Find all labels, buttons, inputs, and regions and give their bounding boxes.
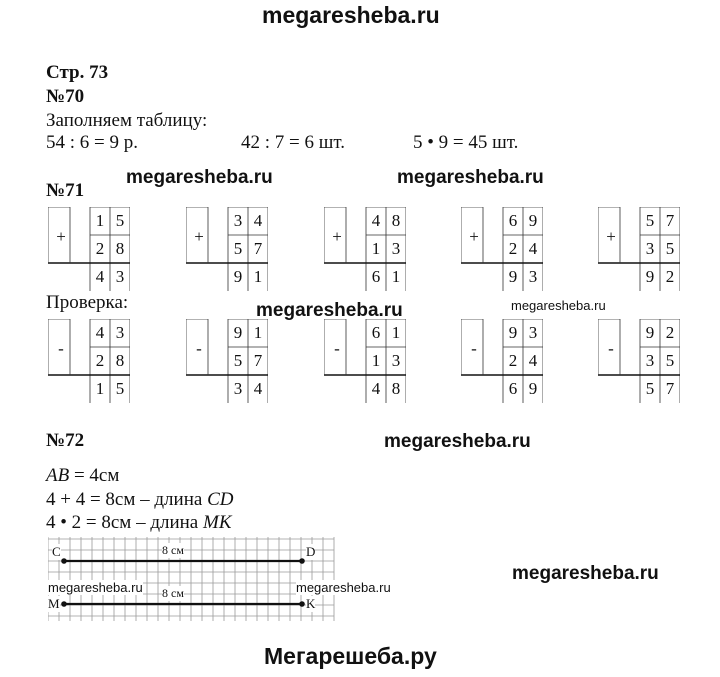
addition-digit-top: 6: [508, 211, 518, 230]
subtraction-digit-second: 4: [528, 351, 538, 370]
subtraction-digit-result: 8: [391, 379, 401, 398]
addition-sign: +: [469, 227, 479, 246]
addition-digit-second: 4: [528, 239, 538, 258]
cd-expression: 4 + 4 = 8см – длина: [46, 489, 208, 510]
point-c: [61, 558, 67, 564]
addition-digit-top: 4: [253, 211, 263, 230]
watermark-bottom: Мегарешеба.ру: [264, 643, 437, 669]
addition-sign: +: [332, 227, 342, 246]
point-d: [299, 558, 305, 564]
addition-table: [324, 207, 406, 291]
subtraction-table: [461, 319, 543, 403]
addition-digit-second: 2: [508, 239, 518, 258]
task70-intro: Заполняем таблицу:: [46, 110, 208, 131]
addition-digit-result: 2: [665, 267, 675, 286]
task72-line-mk: [46, 512, 232, 534]
watermark-inline: megaresheba.ru: [126, 167, 273, 188]
label-c: C: [52, 544, 61, 559]
point-m: [61, 601, 67, 607]
check-label: Проверка:: [46, 292, 129, 313]
addition-digit-result: 4: [95, 267, 105, 286]
watermark-inline: megaresheba.ru: [256, 300, 403, 321]
label-mk-length: 8 см: [162, 586, 184, 600]
subtraction-digit-top: 6: [371, 323, 381, 342]
addition-table: [48, 207, 130, 291]
subtraction-digit-result: 5: [645, 379, 655, 398]
subtraction-table: [186, 319, 268, 403]
addition-digit-second: 3: [391, 239, 401, 258]
page-label: Стр. 73: [46, 62, 109, 83]
task70-equation-2: 42 : 7 = 6 шт.: [241, 132, 345, 153]
watermark-inline: megaresheba.ru: [512, 563, 659, 584]
addition-digit-result: 3: [528, 267, 538, 286]
task72-line-ab: [46, 465, 119, 487]
addition-digit-result: 3: [115, 267, 125, 286]
watermark-inline: megaresheba.ru: [384, 431, 531, 452]
addition-digit-second: 1: [371, 239, 381, 258]
subtraction-digit-second: 1: [371, 351, 381, 370]
addition-digit-result: 6: [371, 267, 381, 286]
subtraction-digit-top: 3: [528, 323, 538, 342]
subtraction-digit-top: 2: [665, 323, 675, 342]
addition-digit-second: 5: [665, 239, 675, 258]
addition-digit-top: 1: [95, 211, 105, 230]
segment-cd-name: CD: [207, 489, 234, 510]
label-d: D: [306, 544, 316, 559]
addition-digit-second: 5: [233, 239, 243, 258]
subtraction-digit-result: 4: [253, 379, 263, 398]
subtraction-digit-top: 1: [391, 323, 401, 342]
addition-digit-top: 3: [233, 211, 243, 230]
addition-digit-top: 5: [115, 211, 125, 230]
addition-table: [598, 207, 680, 291]
label-k: K: [306, 596, 316, 611]
subtraction-digit-top: 9: [233, 323, 243, 342]
subtraction-sign: -: [196, 339, 202, 358]
subtraction-digit-second: 2: [508, 351, 518, 370]
watermark-inline: megaresheba.ru: [397, 167, 544, 188]
addition-table: [461, 207, 543, 291]
addition-digit-second: 8: [115, 239, 125, 258]
subtraction-digit-top: 1: [253, 323, 263, 342]
mk-expression: 4 • 2 = 8см – длина: [46, 512, 203, 533]
addition-digit-top: 4: [371, 211, 381, 230]
task70-number: №70: [46, 86, 85, 107]
task70-equation-1: 54 : 6 = 9 р.: [46, 132, 138, 153]
subtraction-digit-result: 3: [233, 379, 243, 398]
subtraction-sign: -: [608, 339, 614, 358]
label-cd-length: 8 см: [162, 543, 184, 557]
grid-drawing: [48, 537, 391, 626]
addition-digit-result: 1: [253, 267, 263, 286]
watermark-grid-right: megaresheba.ru: [296, 580, 391, 595]
addition-sign: +: [56, 227, 66, 246]
addition-digit-result: 9: [508, 267, 518, 286]
subtraction-digit-second: 5: [233, 351, 243, 370]
addition-digit-result: 9: [233, 267, 243, 286]
subtraction-digit-second: 7: [253, 351, 263, 370]
watermark-grid-left: megaresheba.ru: [48, 580, 143, 595]
subtraction-table: [324, 319, 406, 403]
subtraction-table: [598, 319, 680, 403]
subtraction-digit-second: 8: [115, 351, 125, 370]
addition-sign: +: [194, 227, 204, 246]
addition-digit-top: 9: [528, 211, 538, 230]
subtraction-sign: -: [471, 339, 477, 358]
subtraction-digit-result: 4: [371, 379, 381, 398]
subtraction-sign: -: [334, 339, 340, 358]
subtraction-digit-result: 6: [508, 379, 518, 398]
segment-ab-name: AB: [46, 465, 70, 486]
task70-equation-3: 5 • 9 = 45 шт.: [413, 132, 519, 153]
subtraction-digit-second: 3: [645, 351, 655, 370]
addition-digit-second: 7: [253, 239, 263, 258]
subtraction-digit-top: 9: [645, 323, 655, 342]
addition-sign: +: [606, 227, 616, 246]
addition-digit-top: 7: [665, 211, 675, 230]
addition-digit-top: 8: [391, 211, 401, 230]
task72-number: №72: [46, 430, 85, 451]
subtraction-digit-result: 5: [115, 379, 125, 398]
point-k: [299, 601, 305, 607]
subtraction-table: [48, 319, 130, 403]
task72-line-cd: [46, 489, 233, 511]
segment-ab-length: = 4см: [69, 465, 120, 486]
subtraction-digit-top: 4: [95, 323, 105, 342]
addition-digit-second: 3: [645, 239, 655, 258]
subtraction-digit-second: 3: [391, 351, 401, 370]
grid-svg: [48, 537, 338, 621]
label-m: M: [48, 596, 60, 611]
subtraction-sign: -: [58, 339, 64, 358]
subtraction-digit-result: 1: [95, 379, 105, 398]
addition-digit-top: 5: [645, 211, 655, 230]
addition-table: [186, 207, 268, 291]
addition-digit-result: 1: [391, 267, 401, 286]
subtraction-digit-second: 2: [95, 351, 105, 370]
watermark-inline-small: megaresheba.ru: [511, 298, 606, 313]
subtraction-digit-result: 7: [665, 379, 675, 398]
segment-mk-name: MK: [203, 512, 232, 533]
task71-number: №71: [46, 180, 85, 201]
watermark-top: megaresheba.ru: [262, 2, 440, 28]
subtraction-digit-result: 9: [528, 379, 538, 398]
subtraction-digit-top: 3: [115, 323, 125, 342]
subtraction-digit-second: 5: [665, 351, 675, 370]
addition-digit-second: 2: [95, 239, 105, 258]
subtraction-digit-top: 9: [508, 323, 518, 342]
addition-digit-result: 9: [645, 267, 655, 286]
